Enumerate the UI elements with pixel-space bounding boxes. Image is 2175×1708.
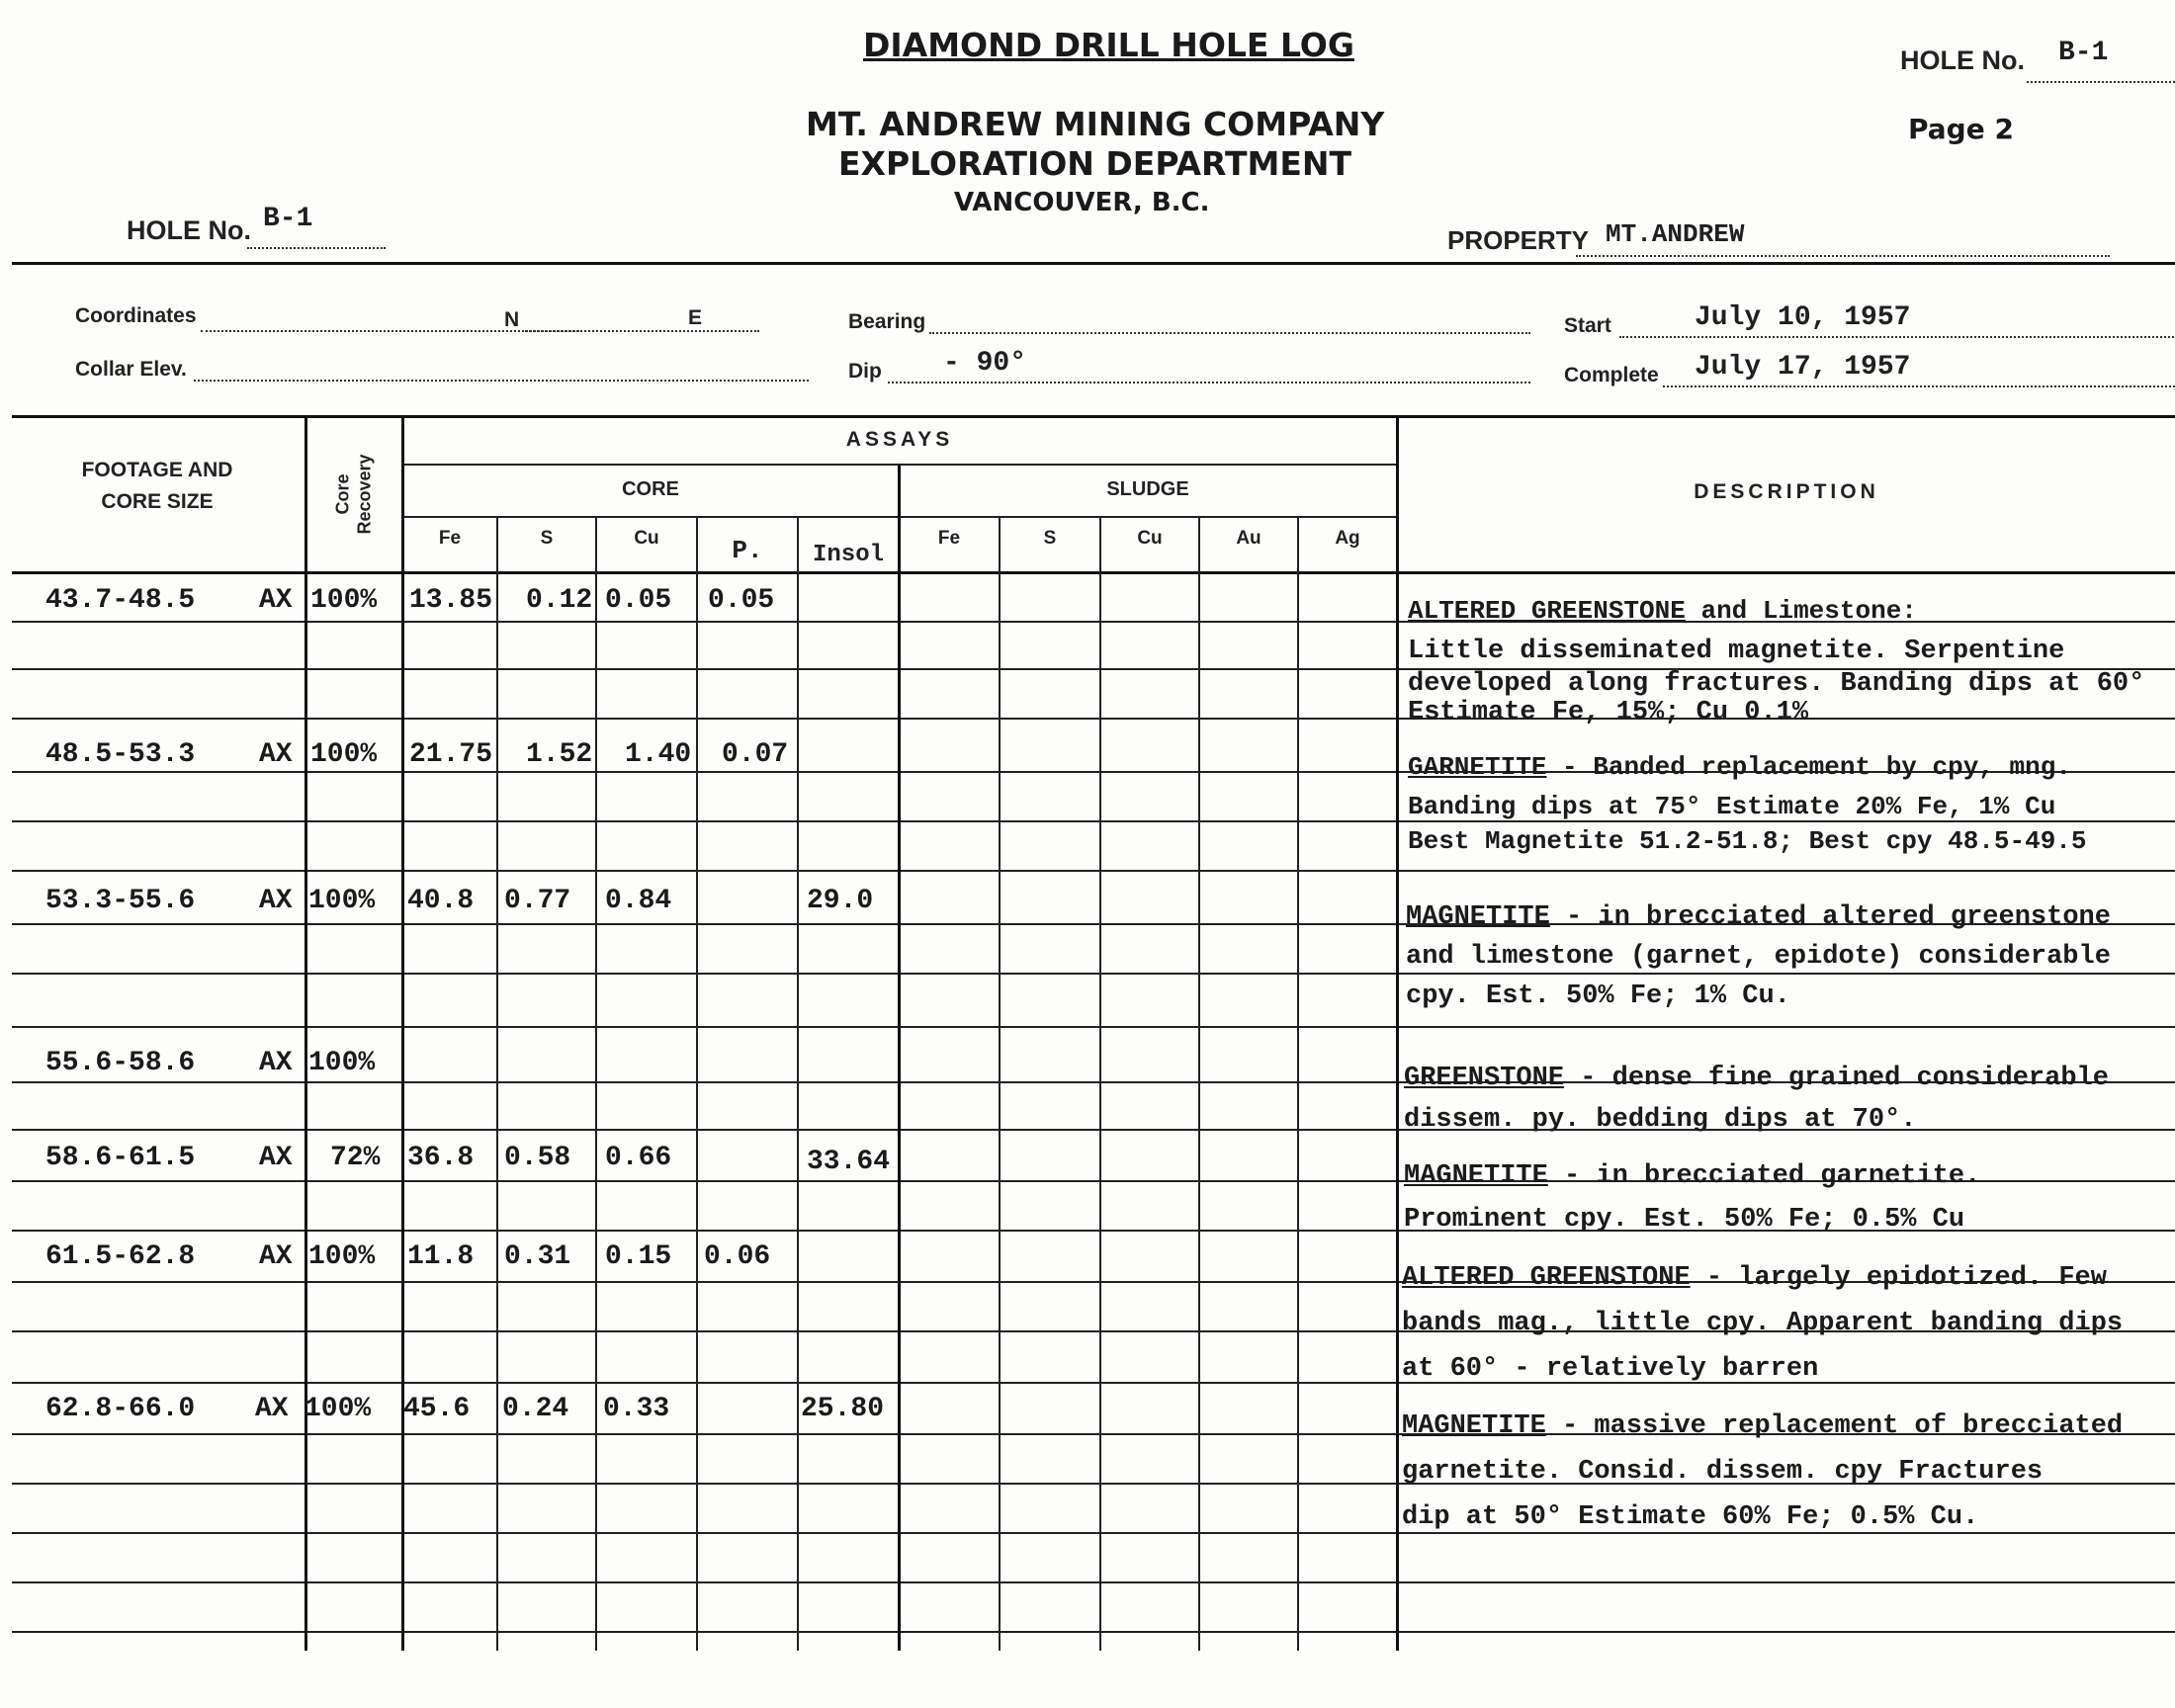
recovery-cell: 100% — [304, 1394, 372, 1424]
recovery-cell: 100% — [308, 1048, 376, 1078]
core-size-cell: AX — [259, 1143, 293, 1173]
assays-header: ASSAYS — [845, 428, 954, 451]
core-insol-cell: 33.64 — [807, 1147, 891, 1177]
department-name: EXPLORATION DEPARTMENT — [838, 144, 1351, 183]
city-name: VANCOUVER, B.C. — [954, 188, 1210, 217]
footage-cell: 58.6-61.5 — [45, 1143, 196, 1173]
recovery-cell: 100% — [308, 886, 376, 916]
core-header: CORE — [622, 478, 679, 500]
core-size-cell: AX — [255, 1394, 289, 1424]
sludge-cu-header: Cu — [1137, 528, 1163, 549]
core-s-cell: 0.58 — [504, 1143, 571, 1173]
footage-cell: 55.6-58.6 — [45, 1048, 196, 1078]
core-s-cell: 0.24 — [502, 1394, 569, 1424]
core-cu-cell: 0.05 — [605, 585, 672, 616]
footage-cell: 62.8-66.0 — [45, 1394, 196, 1424]
core-s-cell: 1.52 — [526, 739, 593, 770]
hole-number: HOLE No. B-1 — [127, 215, 251, 246]
footage-header: FOOTAGE AND CORE SIZE — [81, 459, 233, 513]
sludge-au-header: Au — [1236, 528, 1262, 549]
page-number: Page 2 — [1908, 113, 2014, 145]
core-p-header: P. — [732, 536, 763, 565]
description-entry: ALTERED GREENSTONE - largely epidotized. Few bands mag., little cpy. Apparent banding dips at 60° - relatively barren — [1402, 1263, 2124, 1384]
core-s-cell: 0.77 — [504, 886, 571, 916]
core-insol-cell: 25.80 — [801, 1394, 885, 1424]
core-size-cell: AX — [259, 585, 293, 616]
collar-elev-field: Collar Elev. — [75, 358, 187, 382]
company-name: MT. ANDREW MINING COMPANY — [806, 105, 1385, 143]
core-cu-cell: 0.66 — [605, 1143, 672, 1173]
description-entry: ALTERED GREENSTONE and Limestone: Little disseminated magnetite. Serpentine developed along fractures. Banding dips at 60° Estimate Fe, 15%; Cu 0.1% — [1408, 596, 2145, 727]
footage-cell: 43.7-48.5 — [45, 585, 196, 616]
core-cu-header: Cu — [634, 528, 659, 549]
core-fe-cell: 40.8 — [407, 886, 475, 916]
footage-cell: 61.5-62.8 — [45, 1241, 196, 1272]
core-fe-cell: 36.8 — [407, 1143, 475, 1173]
description-header: DESCRIPTION — [1694, 480, 1879, 503]
sludge-ag-header: Ag — [1335, 528, 1360, 549]
core-fe-cell: 21.75 — [409, 739, 493, 770]
core-s-cell: 0.31 — [504, 1241, 571, 1272]
sludge-fe-header: Fe — [937, 528, 961, 549]
core-s-header: S — [540, 528, 554, 549]
core-p-cell: 0.07 — [722, 739, 789, 770]
core-insol-cell: 29.0 — [807, 886, 874, 916]
core-cu-cell: 0.33 — [603, 1394, 670, 1424]
core-size-cell: AX — [259, 886, 293, 916]
core-recovery-header: Core Recovery — [333, 454, 375, 535]
core-fe-cell: 13.85 — [409, 585, 493, 616]
description-entry: MAGNETITE - in brecciated altered greenstone and limestone (garnet, epidote) considerable cpy. Est. 50% Fe; 1% Cu. — [1406, 902, 2111, 1011]
core-size-cell: AX — [259, 739, 293, 770]
core-cu-cell: 0.84 — [605, 886, 672, 916]
core-size-cell: AX — [259, 1241, 293, 1272]
sludge-s-header: S — [1043, 528, 1057, 549]
start-field: Start July 10, 1957 — [1564, 314, 1611, 338]
sludge-header: SLUDGE — [1106, 478, 1189, 500]
footage-cell: 53.3-55.6 — [45, 886, 196, 916]
property-field: PROPERTY MT.ANDREW — [1447, 225, 1589, 256]
footage-cell: 48.5-53.3 — [45, 739, 196, 770]
recovery-cell: 72% — [330, 1143, 381, 1173]
core-p-cell: 0.05 — [708, 585, 775, 616]
description-entry: MAGNETITE - in brecciated garnetite. Prominent cpy. Est. 50% Fe; 0.5% Cu — [1404, 1161, 1981, 1235]
core-cu-cell: 0.15 — [605, 1241, 672, 1272]
core-cu-cell: 1.40 — [625, 739, 692, 770]
dip-field: Dip - 90° — [848, 360, 882, 384]
description-entry: GREENSTONE - dense fine grained considerable dissem. py. bedding dips at 70°. — [1404, 1064, 2109, 1135]
complete-field: Complete July 17, 1957 — [1564, 364, 1659, 387]
core-p-cell: 0.06 — [704, 1241, 771, 1272]
bearing-field: Bearing — [848, 310, 925, 334]
description-entry: GARNETITE - Banded replacement by cpy, mng. Banding dips at 75° Estimate 20% Fe, 1% Cu Best Magnetite 51.2-51.8; Best cpy 48.5-49.5 — [1408, 752, 2087, 856]
core-insol-header: Insol — [812, 542, 884, 568]
top-hole-number: HOLE No. B-1 — [1900, 45, 2025, 76]
core-size-cell: AX — [259, 1048, 293, 1078]
coordinates-field: Coordinates N E — [75, 304, 197, 328]
core-fe-cell: 45.6 — [403, 1394, 471, 1424]
recovery-cell: 100% — [308, 1241, 376, 1272]
form-title: DIAMOND DRILL HOLE LOG — [863, 26, 1354, 64]
description-entry: MAGNETITE - massive replacement of brecciated garnetite. Consid. dissem. cpy Fractures dip at 50° Estimate 60% Fe; 0.5% Cu. — [1402, 1411, 2124, 1532]
recovery-cell: 100% — [310, 585, 378, 616]
core-fe-cell: 11.8 — [407, 1241, 475, 1272]
core-fe-header: Fe — [438, 528, 462, 549]
recovery-cell: 100% — [310, 739, 378, 770]
core-s-cell: 0.12 — [526, 585, 593, 616]
